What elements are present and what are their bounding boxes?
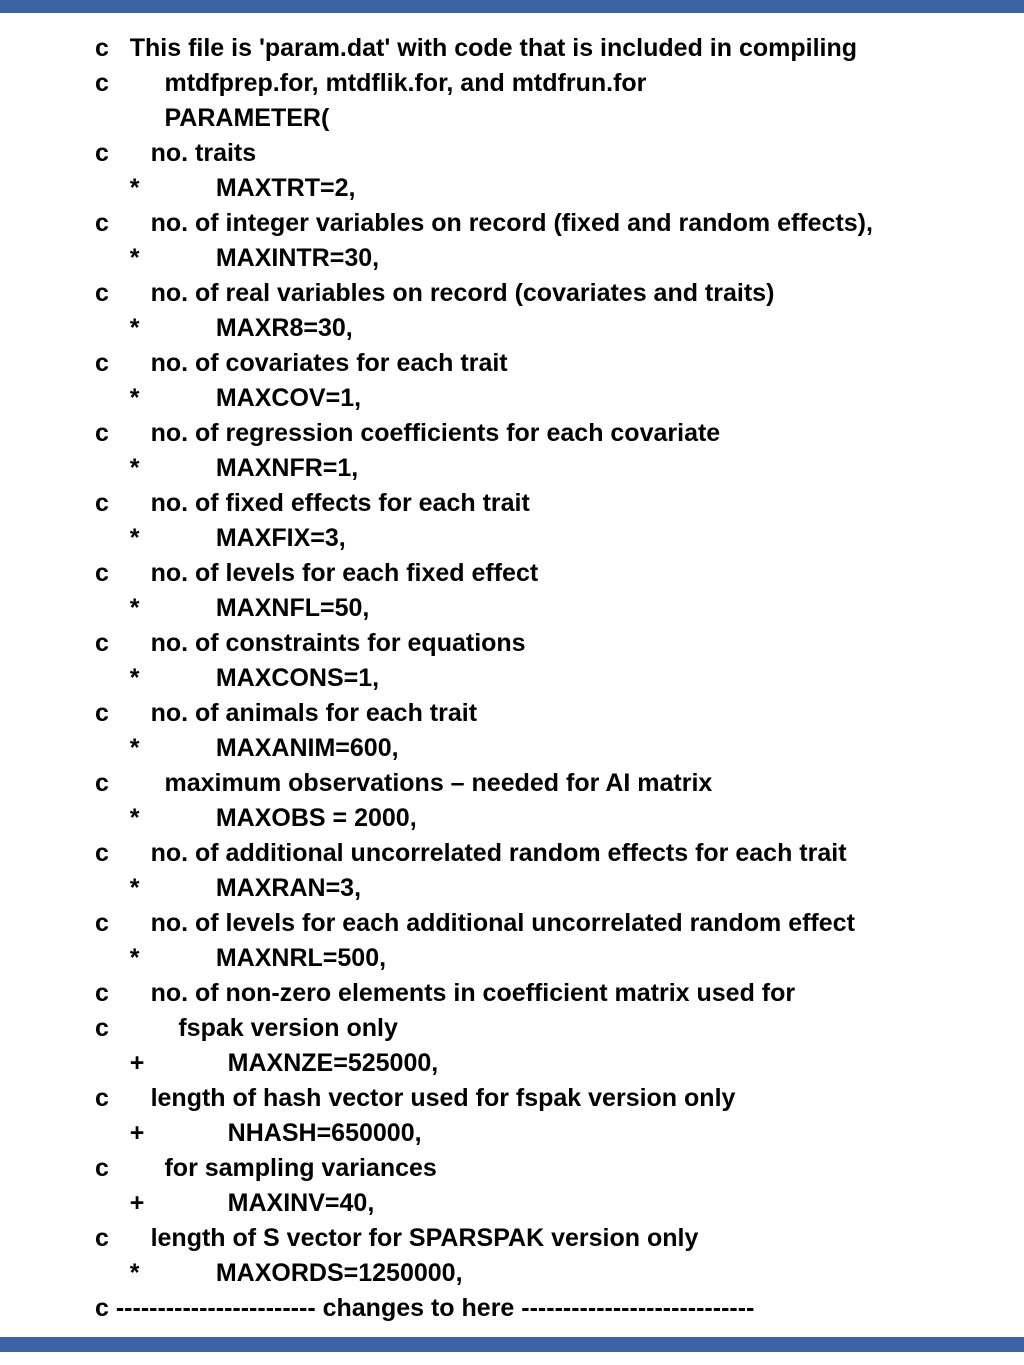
code-line: * MAXR8=30, — [95, 314, 353, 342]
code-line: * MAXCONS=1, — [95, 664, 380, 692]
code-line: * MAXTRT=2, — [95, 174, 356, 202]
code-line: c no. traits — [95, 139, 257, 167]
code-line: + MAXNZE=525000, — [95, 1049, 439, 1077]
code-line: PARAMETER( — [95, 104, 330, 132]
code-line: + NHASH=650000, — [95, 1119, 422, 1147]
code-line: c no. of covariates for each trait — [95, 349, 508, 377]
code-line: * MAXANIM=600, — [95, 734, 399, 762]
code-line: * MAXORDS=1250000, — [95, 1259, 463, 1287]
code-line: * MAXFIX=3, — [95, 524, 346, 552]
code-line: c no. of regression coefficients for each covariate — [95, 419, 721, 447]
code-line: c maximum observations – needed for AI matrix — [95, 769, 713, 797]
code-line: * MAXOBS = 2000, — [95, 804, 417, 832]
code-line: c mtdfprep.for, mtdflik.for, and mtdfrun.for — [95, 69, 647, 97]
code-line: c no. of constraints for equations — [95, 629, 526, 657]
code-line: * MAXNFL=50, — [95, 594, 370, 622]
code-line: c length of hash vector used for fspak version only — [95, 1084, 736, 1112]
code-line: c no. of real variables on record (covariates and traits) — [95, 279, 775, 307]
code-line: c no. of levels for each additional uncorrelated random effect — [95, 909, 855, 937]
code-line: c no. of additional uncorrelated random effects for each trait — [95, 839, 847, 867]
code-line: + MAXINV=40, — [95, 1189, 375, 1217]
code-line: c This file is 'param.dat' with code that is included in compiling — [95, 34, 857, 62]
code-line: c no. of levels for each fixed effect — [95, 559, 539, 587]
code-line: c length of S vector for SPARSPAK version only — [95, 1224, 699, 1252]
code-line: * MAXNFR=1, — [95, 454, 359, 482]
code-line: * MAXNRL=500, — [95, 944, 387, 972]
code-line: c for sampling variances — [95, 1154, 437, 1182]
code-line: c fspak version only — [95, 1014, 398, 1042]
code-line: c no. of fixed effects for each trait — [95, 489, 530, 517]
code-line: * MAXRAN=3, — [95, 874, 362, 902]
top-border-bar — [0, 0, 1024, 13]
code-line: c no. of non-zero elements in coefficient matrix used for — [95, 979, 796, 1007]
bottom-border-bar — [0, 1337, 1024, 1352]
code-listing — [95, 31, 1014, 1326]
code-line: c no. of animals for each trait — [95, 699, 478, 727]
code-line: c ------------------------ changes to here ---------------------------- — [95, 1294, 755, 1322]
code-line: * MAXCOV=1, — [95, 384, 362, 412]
code-line: * MAXINTR=30, — [95, 244, 380, 272]
code-line: c no. of integer variables on record (fixed and random effects), — [95, 209, 873, 237]
